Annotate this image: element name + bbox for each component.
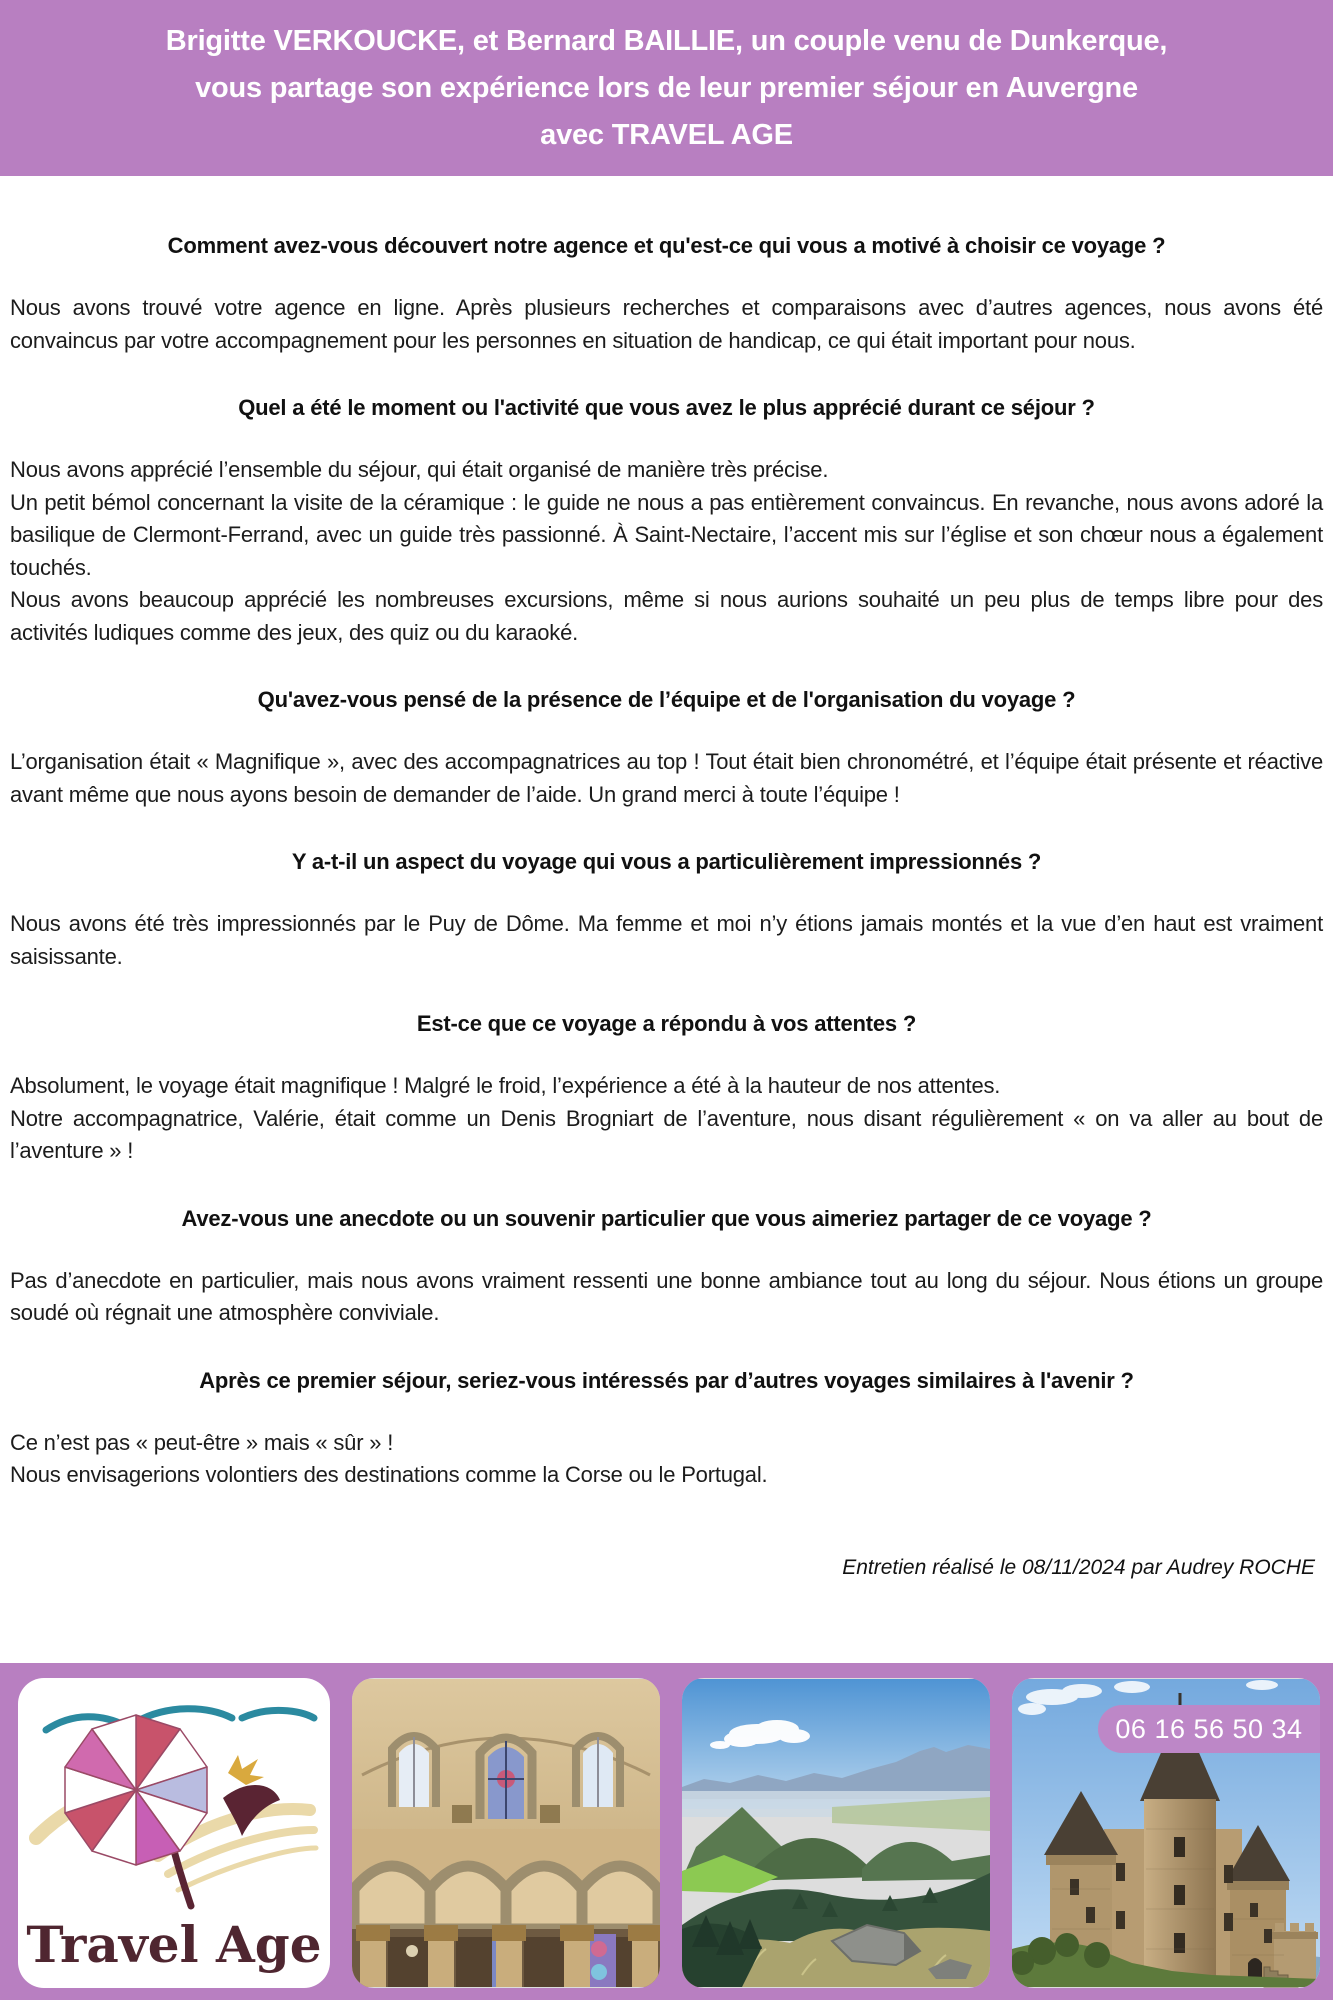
church-photo-card (352, 1678, 660, 1988)
travel-age-logo (18, 1678, 330, 1988)
question-heading: Quel a été le moment ou l'activité que vous avez le plus apprécié durant ce séjour ? (238, 395, 1095, 420)
interview-section (10, 1206, 1323, 1330)
interview-content (0, 233, 1333, 1580)
mountain-landscape-photo (682, 1678, 990, 1988)
phone-chip (1098, 1705, 1320, 1753)
interview-section (10, 1368, 1323, 1492)
answer-paragraph: Ce n’est pas « peut-être » mais « sûr » ! (10, 1429, 394, 1455)
question-heading: Avez-vous une anecdote ou un souvenir particulier que vous aimeriez partager de ce voyage ? (181, 1205, 1152, 1231)
answer-block (10, 1265, 1323, 1330)
question-heading: Est-ce que ce voyage a répondu à vos attentes ? (416, 1011, 917, 1036)
castle-photo-card (1012, 1678, 1320, 1988)
answer-paragraph: Notre accompagnatrice, Valérie, était comme un Denis Brogniart de l’aventure, nous disant régulièrement « on va aller au bout de l’aventure » ! (10, 1105, 1323, 1163)
logo-card (18, 1678, 330, 1988)
answer-block (10, 1427, 1323, 1492)
answer-paragraph: Nous envisagerions volontiers des destinations comme la Corse ou le Portugal. (10, 1462, 768, 1487)
answer-paragraph: Pas d’anecdote en particulier, mais nous avons vraiment ressenti une bonne ambiance tout au long du séjour. Nous étions un groupe soudé où régnait une atmosphère conviviale. (10, 1267, 1323, 1325)
answer-block (10, 292, 1323, 357)
footer-band (0, 1663, 1333, 2000)
interview-section (10, 687, 1323, 811)
page-title-line-2: vous partage son expérience lors de leur premier séjour en Auvergne (195, 71, 1138, 104)
interview-section (10, 849, 1323, 973)
phone-number: 06 16 56 50 34 (1115, 1713, 1303, 1744)
page-title-line-3: avec TRAVEL AGE (540, 118, 793, 151)
credit-line: Entretien réalisé le 08/11/2024 par Audrey ROCHE (842, 1555, 1315, 1579)
answer-paragraph: Nous avons trouvé votre agence en ligne. Après plusieurs recherches et comparaisons avec d’autres agences, nous avons été convaincus par votre accompagnement pour les personnes en situation de handicap, ce qui était important pour nous. (10, 295, 1323, 353)
interview-section (10, 1011, 1323, 1168)
question-heading: Qu'avez-vous pensé de la présence de l’équipe et de l'organisation du voyage ? (257, 687, 1076, 712)
question-heading: Comment avez-vous découvert notre agence et qu'est-ce qui vous a motivé à choisir ce voyage ? (167, 233, 1166, 258)
mountain-photo-card (682, 1678, 990, 1988)
travel-age-wordmark: Travel Age (26, 1915, 322, 1974)
page-title-line-1: Brigitte VERKOUCKE, et Bernard BAILLIE, un couple venu de Dunkerque, (165, 24, 1168, 57)
church-interior-photo (352, 1678, 660, 1988)
interview-section (10, 233, 1323, 357)
header-band (0, 0, 1333, 176)
answer-paragraph: Un petit bémol concernant la visite de la céramique : le guide ne nous a pas entièrement convaincus. En revanche, nous avons adoré la basilique de Clermont-Ferrand, avec un guide très passionné. À Saint-Nectaire, l’accent mis sur l’église et son chœur nous a également touchés. (10, 489, 1323, 580)
answer-block (10, 454, 1323, 649)
answer-paragraph: Nous avons apprécié l’ensemble du séjour, qui était organisé de manière très précise. (10, 457, 829, 482)
answer-paragraph: Nous avons été très impressionnés par le Puy de Dôme. Ma femme et moi n’y étions jamais montés et la vue d’en haut est vraiment saisissante. (10, 911, 1323, 969)
question-heading: Y a-t-il un aspect du voyage qui vous a particulièrement impressionnés ? (291, 849, 1042, 874)
answer-block (10, 1070, 1323, 1168)
answer-block (10, 746, 1323, 811)
answer-paragraph: Absolument, le voyage était magnifique ! Malgré le froid, l’expérience a été à la hauteur de nos attentes. (10, 1073, 1001, 1098)
answer-paragraph: L’organisation était « Magnifique », avec des accompagnatrices au top ! Tout était bien chronométré, et l’équipe était présente et réactive avant même que nous ayons besoin de demander de l’aide. Un grand merci à toute l’équipe ! (10, 749, 1323, 807)
interview-section (10, 395, 1323, 649)
answer-block (10, 908, 1323, 973)
answer-paragraph: Nous avons beaucoup apprécié les nombreuses excursions, même si nous aurions souhaité un peu plus de temps libre pour des activités ludiques comme des jeux, des quiz ou du karaoké. (10, 587, 1323, 645)
question-heading: Après ce premier séjour, seriez-vous intéressés par d’autres voyages similaires à l'avenir ? (199, 1367, 1134, 1393)
